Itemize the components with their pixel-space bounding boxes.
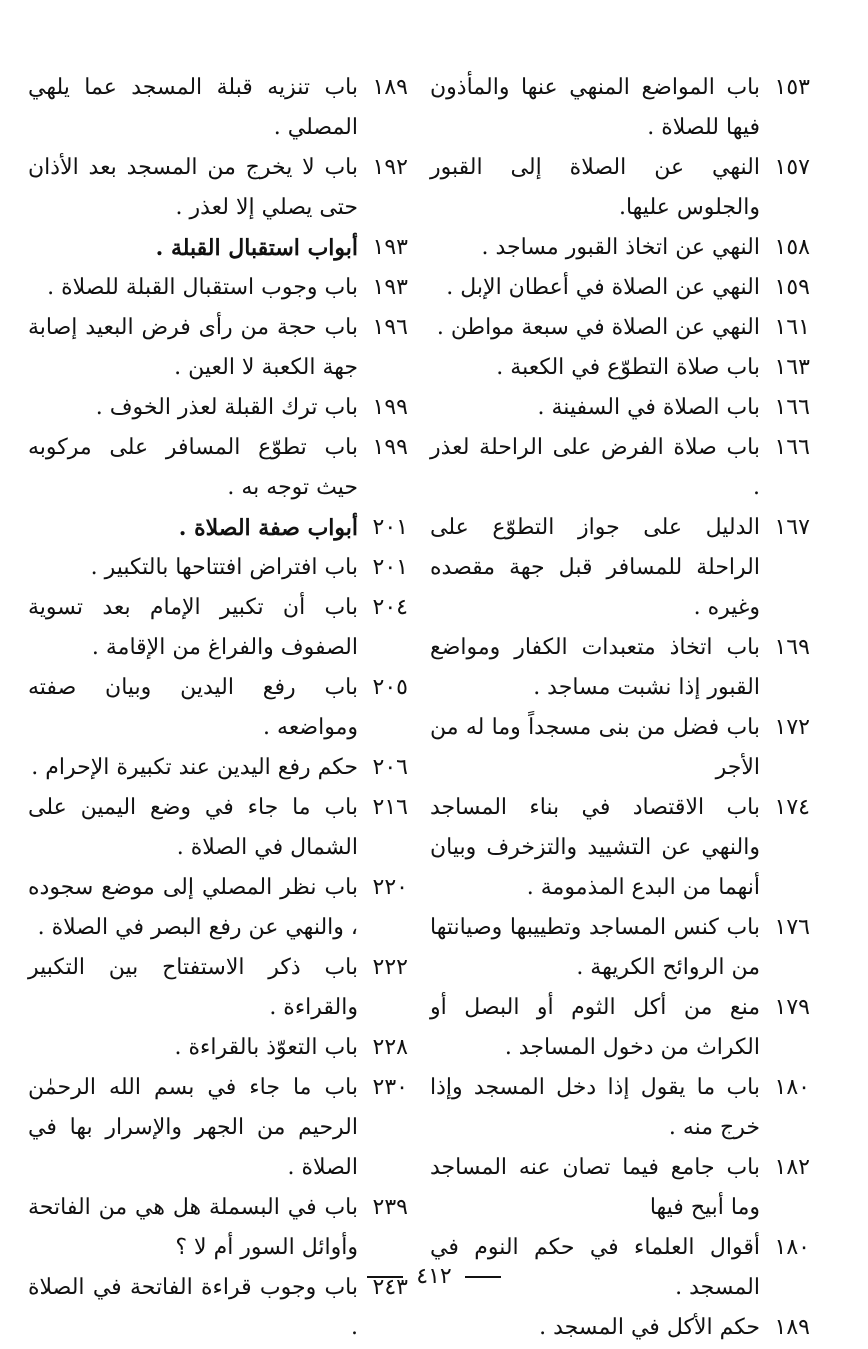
entry-page-number: ٢٠٦ [372,755,408,780]
entry-page-number: ٢٠١ [372,515,408,540]
entry-title: باب الاقتصاد في بناء المساجد والنهي عن التشييد والتزخرف وبيان أنهما من البدع المذمومة . [430,795,760,900]
entry-title: باب اتخاذ متعبدات الكفار ومواضع القبور إذا نشبت مساجد . [430,635,760,700]
footer-dash-left [367,1276,403,1278]
index-entry [430,428,810,508]
entry-page-number: ١٦١ [774,315,810,340]
entry-page-number: ١٨٠ [774,1235,810,1260]
entry-title: باب صلاة الفرض على الراحلة لعذر . [430,435,760,500]
entry-page-number: ١٩٩ [372,395,408,420]
entry-page-number: ٢٢٨ [372,1035,408,1060]
entry-title: باب المواضع المنهي عنها والمأذون فيها للصلاة . [430,75,760,140]
index-entry [28,1188,408,1268]
entry-page-number: ١٦٧ [774,515,810,540]
entry-page-number: ١٨٩ [774,1315,810,1340]
entry-title: النهي عن اتخاذ القبور مساجد . [481,235,760,260]
entry-title: باب صلاة التطوّع في الكعبة . [496,355,760,380]
index-entry [28,948,408,1028]
entry-title: النهي عن الصلاة في أعطان الإبل . [446,275,760,300]
entry-page-number: ٢٠١ [372,555,408,580]
entry-title: باب حجة من رأى فرض البعيد إصابة جهة الكعبة لا العين . [28,315,358,380]
entry-title: حكم الأكل في المسجد . [539,1315,760,1340]
entry-page-number: ٢٢٢ [372,955,408,980]
entry-title: باب ما يقول إذا دخل المسجد وإذا خرج منه . [430,1075,760,1140]
entry-page-number: ١٧٦ [774,915,810,940]
index-entry [28,68,408,148]
page-number: ٤١٢ [416,1264,452,1289]
index-entry [430,1148,810,1228]
index-entry [430,628,810,708]
index-entry [28,308,408,388]
index-entry [28,588,408,668]
entry-title: باب جامع فيما تصان عنه المساجد وما أبيح فيها [430,1155,760,1220]
section-heading-entry [28,508,408,548]
index-entry [430,908,810,988]
entry-title: باب كنس المساجد وتطييبها وصيانتها من الروائح الكريهة . [430,915,760,980]
entry-title: باب افتراض افتتاحها بالتكبير . [90,555,358,580]
index-entry [28,788,408,868]
entry-page-number: ١٩٢ [372,155,408,180]
index-entry [28,868,408,948]
entry-page-number: ١٩٣ [372,235,408,260]
entry-title: باب تطوّع المسافر على مركوبه حيث توجه به . [28,435,358,500]
entry-title: باب في البسملة هل هي من الفاتحة وأوائل السور أم لا ؟ [28,1195,358,1260]
entry-title: باب الصلاة في السفينة . [537,395,760,420]
entry-title: النهي عن الصلاة إلى القبور والجلوس عليها. [430,155,760,220]
index-entry [430,708,810,788]
index-entry [430,68,810,148]
index-entry [28,748,408,788]
index-entry [430,988,810,1068]
index-entry [430,148,810,228]
entry-page-number: ١٦٦ [774,395,810,420]
entry-title: باب رفع اليدين وبيان صفته ومواضعه . [28,675,358,740]
entry-page-number: ٢٣٠ [372,1075,408,1100]
section-heading-entry [28,228,408,268]
entry-title: باب تنزيه قبلة المسجد عما يلهي المصلي . [28,75,358,140]
footer-dash-right [465,1276,501,1278]
index-entry [430,268,810,308]
entry-title: منع من أكل الثوم أو البصل أو الكراث من دخول المساجد . [430,995,760,1060]
entry-title: باب ذكر الاستفتاح بين التكبير والقراءة . [28,955,358,1020]
index-entry [28,388,408,428]
index-column-right [430,68,810,1348]
entry-page-number: ٢٤٣ [372,1275,408,1300]
index-entry [28,428,408,508]
index-entry [430,388,810,428]
entry-page-number: ٢١٦ [372,795,408,820]
index-entry [430,228,810,268]
index-entry [430,308,810,348]
section-heading-title: أبواب استقبال القبلة . [155,235,358,261]
entry-title: باب التعوّذ بالقراءة . [174,1035,358,1060]
entry-title: النهي عن الصلاة في سبعة مواطن . [436,315,760,340]
index-entry [28,548,408,588]
entry-title: باب لا يخرج من المسجد بعد الأذان حتى يصلي إلا لعذر . [28,155,358,220]
entry-page-number: ١٧٩ [774,995,810,1020]
entry-page-number: ١٧٢ [774,715,810,740]
entry-page-number: ١٦٦ [774,435,810,460]
entry-page-number: ١٨٢ [774,1155,810,1180]
entry-title: أقوال العلماء في حكم النوم في المسجد . [430,1235,760,1300]
section-heading-title: أبواب صفة الصلاة . [178,515,358,541]
index-entry [28,668,408,748]
entry-page-number: ٢٠٥ [372,675,408,700]
entry-page-number: ١٩٦ [372,315,408,340]
entry-title: باب ما جاء في بسم الله الرحمٰن الرحيم من الجهر والإسرار بها في الصلاة . [28,1075,358,1180]
entry-page-number: ١٥٩ [774,275,810,300]
entry-title: باب أن تكبير الإمام بعد تسوية الصفوف والفراغ من الإقامة . [28,595,358,660]
index-column-left [28,68,408,1348]
entry-page-number: ١٦٩ [774,635,810,660]
entry-page-number: ١٨٩ [372,75,408,100]
entry-page-number: ٢٢٠ [372,875,408,900]
entry-title: الدليل على جواز التطوّع على الراحلة للمسافر قبل جهة مقصده وغيره . [430,515,760,620]
entry-title: حكم رفع اليدين عند تكبيرة الإحرام . [31,755,358,780]
index-entry [430,508,810,628]
entry-title: باب نظر المصلي إلى موضع سجوده ، والنهي عن رفع البصر في الصلاة . [28,875,358,940]
entry-title: باب ما جاء في وضع اليمين على الشمال في الصلاة . [28,795,358,860]
entry-page-number: ١٦٣ [774,355,810,380]
entry-title: باب وجوب قراءة الفاتحة في الصلاة . [28,1275,358,1340]
entry-page-number: ١٩٣ [372,275,408,300]
entry-title: باب فضل من بنى مسجداً وما له من الأجر [430,715,760,780]
index-entry [430,788,810,908]
entry-title: باب وجوب استقبال القبلة للصلاة . [47,275,358,300]
index-entry [28,1068,408,1188]
entry-page-number: ٢٠٤ [372,595,408,620]
index-entry [430,348,810,388]
entry-page-number: ١٥٨ [774,235,810,260]
index-entry [28,268,408,308]
index-entry [430,1068,810,1148]
index-entry [430,1308,810,1348]
page-footer [0,1262,868,1292]
entry-page-number: ١٥٣ [774,75,810,100]
entry-page-number: ١٨٠ [774,1075,810,1100]
entry-page-number: ٢٣٩ [372,1195,408,1220]
entry-title: باب ترك القبلة لعذر الخوف . [95,395,358,420]
entry-page-number: ١٥٧ [774,155,810,180]
entry-page-number: ١٩٩ [372,435,408,460]
index-entry [28,148,408,228]
entry-page-number: ١٧٤ [774,795,810,820]
index-entry [28,1028,408,1068]
